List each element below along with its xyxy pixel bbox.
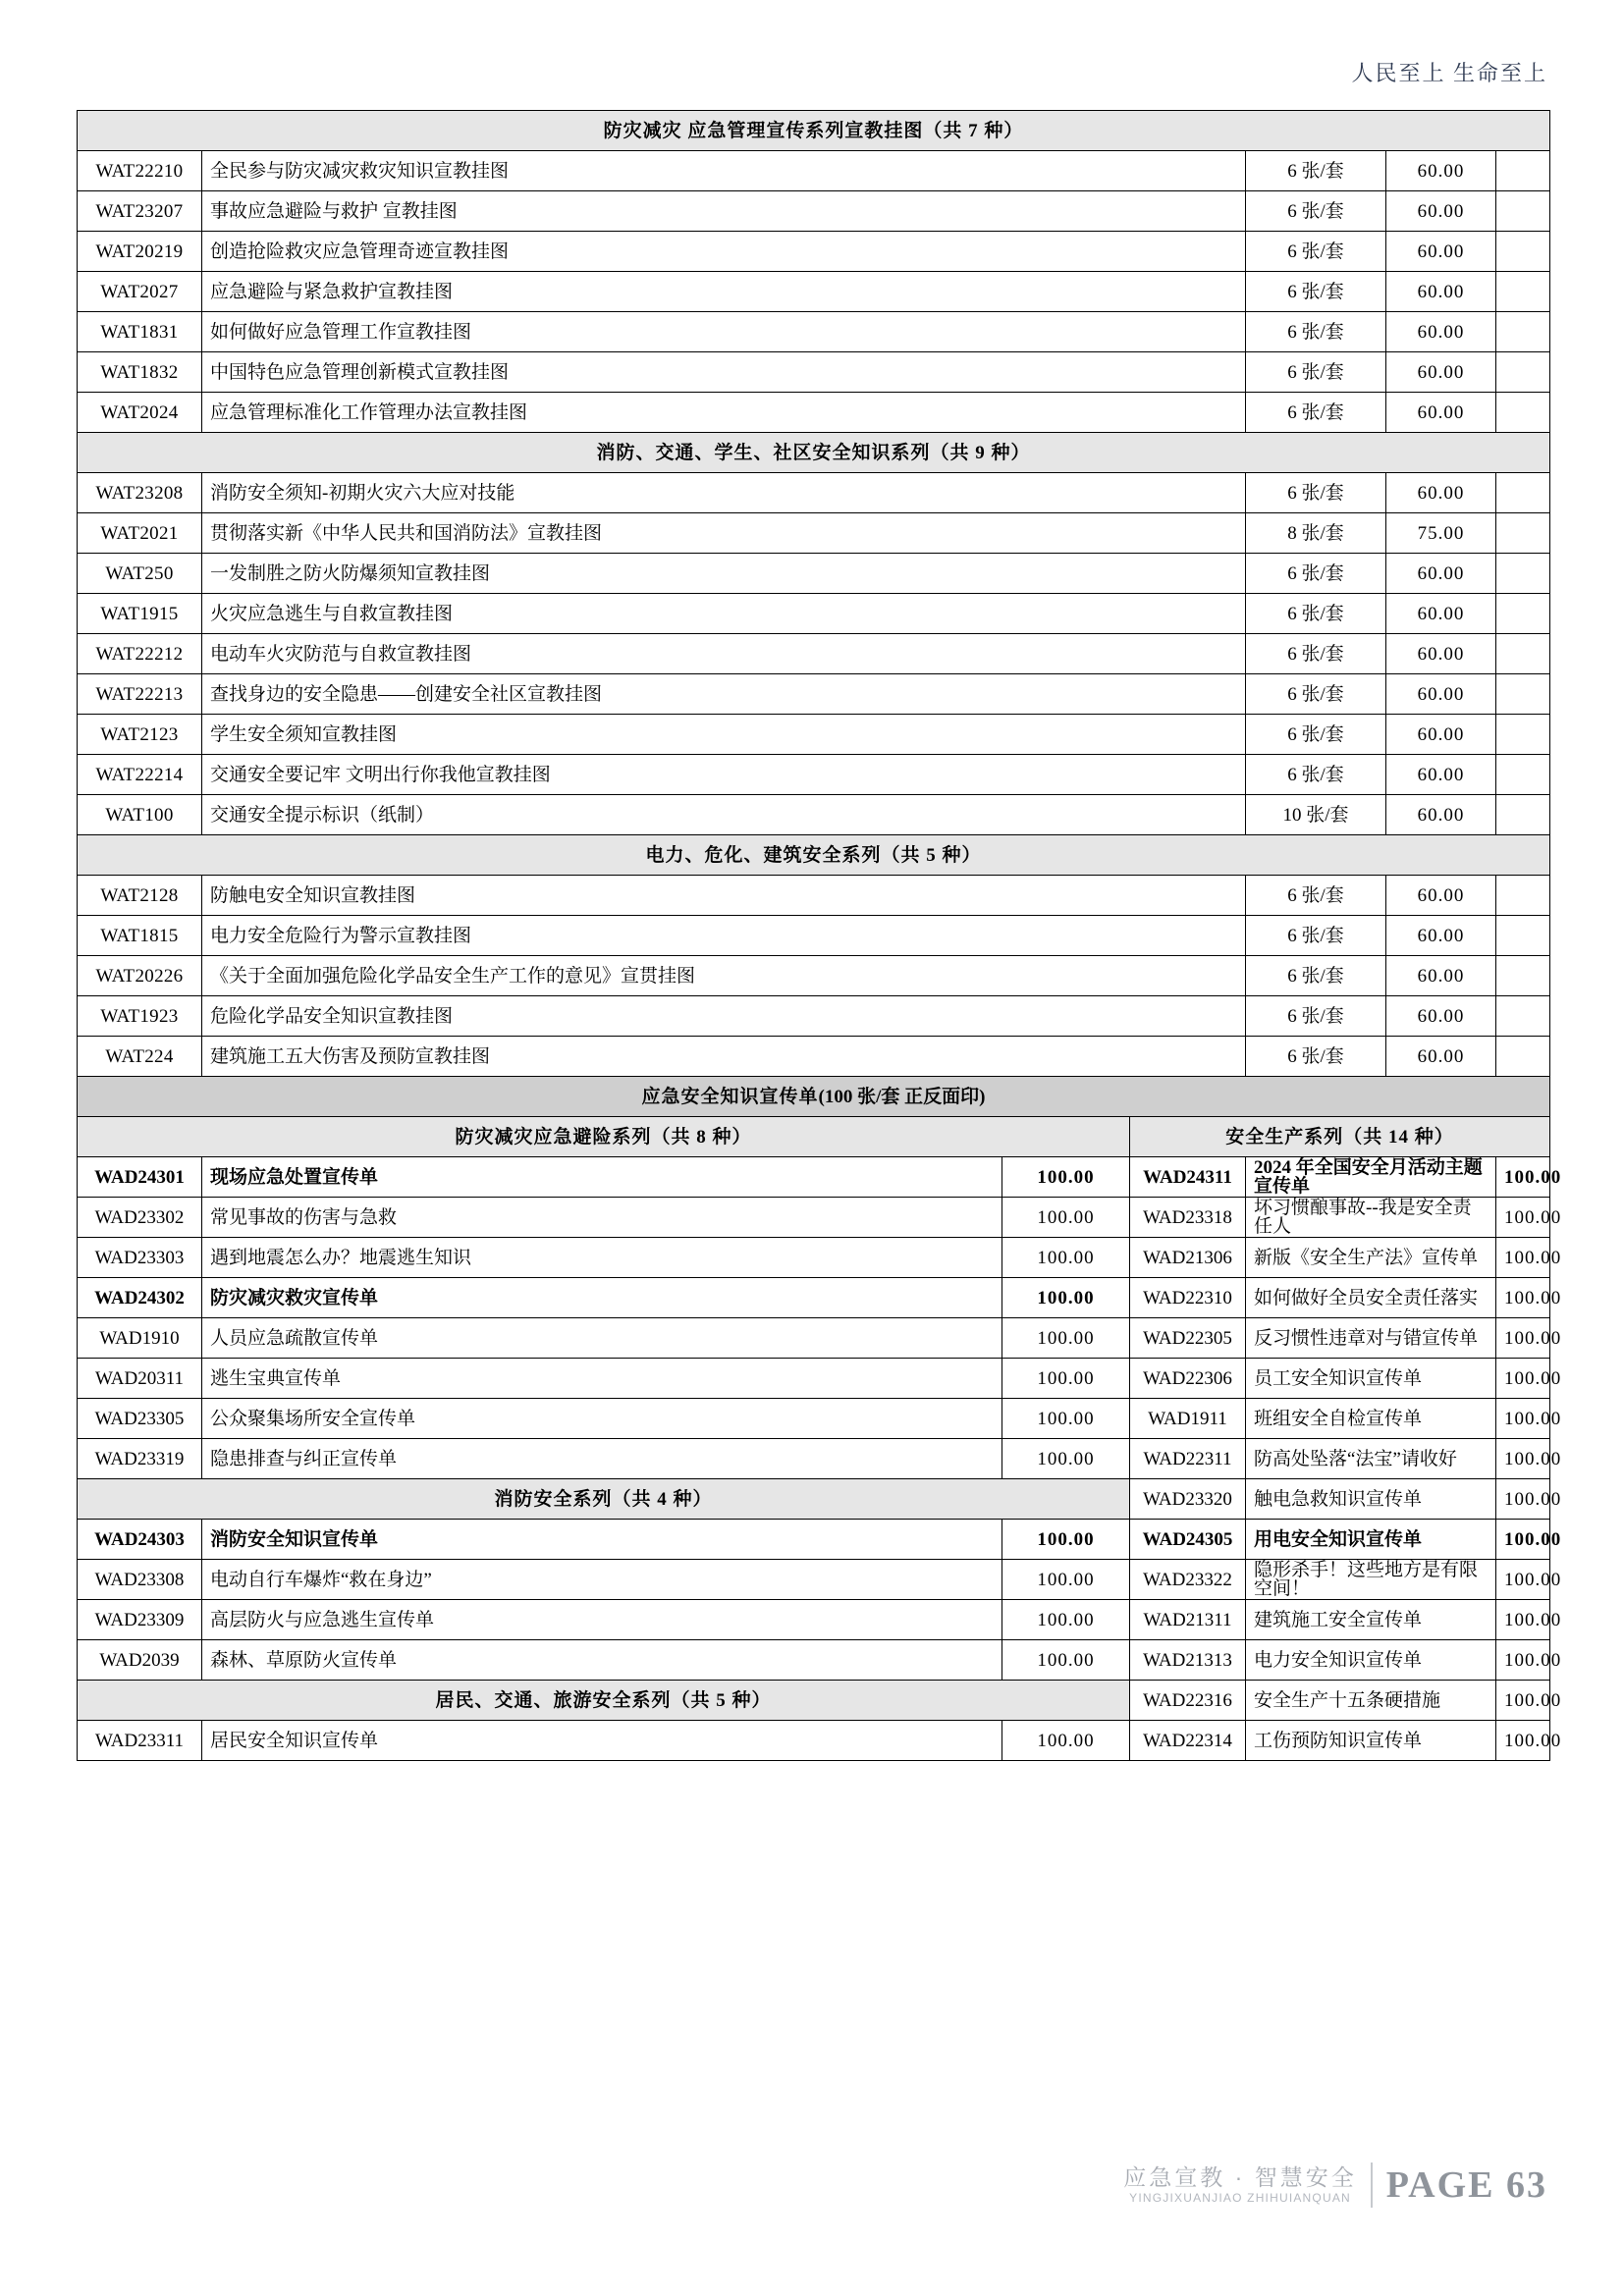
brand-name-cn: 应急宣教 · 智慧安全: [1123, 2164, 1357, 2191]
footer-divider: [1371, 2163, 1373, 2208]
flyer-item-code: WAD20311: [78, 1359, 202, 1399]
flyer-item-code: WAD22314: [1130, 1721, 1246, 1761]
flyer-item-name: 高层防火与应急逃生宣传单: [202, 1600, 1002, 1640]
item-note: [1496, 634, 1550, 674]
flyer-item-code: WAD22310: [1130, 1278, 1246, 1318]
table-row: [78, 755, 1550, 795]
item-spec: 6 张/套: [1246, 715, 1386, 755]
item-name: 贯彻落实新《中华人民共和国消防法》宣教挂图: [202, 513, 1246, 554]
item-code: WAT224: [78, 1037, 202, 1077]
item-spec: 8 张/套: [1246, 513, 1386, 554]
flyer-item-code: WAD23305: [78, 1399, 202, 1439]
item-code: WAT2128: [78, 876, 202, 916]
item-price: 60.00: [1386, 795, 1496, 835]
item-price: 60.00: [1386, 674, 1496, 715]
flyer-item-name: 逃生宝典宣传单: [202, 1359, 1002, 1399]
item-price: 60.00: [1386, 232, 1496, 272]
flyer-item-code: WAD1910: [78, 1318, 202, 1359]
flyer-item-code: WAD22305: [1130, 1318, 1246, 1359]
flyer-item-price: 100.00: [1496, 1681, 1550, 1721]
flyer-item-price: 100.00: [1002, 1399, 1130, 1439]
flyer-item-price: 100.00: [1002, 1198, 1130, 1238]
table-row: [78, 151, 1550, 191]
item-name: 应急管理标准化工作管理办法宣教挂图: [202, 393, 1246, 433]
item-name: 防触电安全知识宣教挂图: [202, 876, 1246, 916]
flyer-item-code: WAD21306: [1130, 1238, 1246, 1278]
flyer-item-code: WAD23303: [78, 1238, 202, 1278]
item-code: WAT100: [78, 795, 202, 835]
flyer-item-price: 100.00: [1002, 1520, 1130, 1560]
catalog-table: [77, 110, 1562, 1761]
item-code: WAT1815: [78, 916, 202, 956]
flyer-banner-title: [78, 1077, 1550, 1117]
flyer-subsection-title: 消防安全系列（共 4 种）: [78, 1479, 1130, 1520]
item-note: [1496, 232, 1550, 272]
flyer-item-price: 100.00: [1496, 1640, 1550, 1681]
item-spec: 6 张/套: [1246, 1037, 1386, 1077]
flyer-table-row: [78, 1439, 1550, 1479]
item-code: WAT2123: [78, 715, 202, 755]
flyer-item-name: 电力安全知识宣传单: [1246, 1640, 1496, 1681]
table-row: [78, 715, 1550, 755]
flyer-subsection-title: 居民、交通、旅游安全系列（共 5 种）: [78, 1681, 1130, 1721]
item-spec: 6 张/套: [1246, 312, 1386, 352]
flyer-banner-sub: (100 张/套 正反面印): [818, 1086, 986, 1107]
table-row: [78, 352, 1550, 393]
catalog-table-wrapper: [77, 110, 1562, 1761]
flyer-item-code: WAD23308: [78, 1560, 202, 1600]
item-code: WAT2027: [78, 272, 202, 312]
flyer-table-row: [78, 1681, 1550, 1721]
item-price: 60.00: [1386, 634, 1496, 674]
flyer-table-row: [78, 1359, 1550, 1399]
flyer-item-name: 如何做好全员安全责任落实: [1246, 1278, 1496, 1318]
flyer-item-price: 100.00: [1496, 1520, 1550, 1560]
item-note: [1496, 594, 1550, 634]
item-code: WAT20219: [78, 232, 202, 272]
flyer-item-name: 森林、草原防火宣传单: [202, 1640, 1002, 1681]
flyer-item-code: WAD23311: [78, 1721, 202, 1761]
item-name: 学生安全须知宣教挂图: [202, 715, 1246, 755]
flyer-item-name: 隐患排查与纠正宣传单: [202, 1439, 1002, 1479]
flyer-item-name: 班组安全自检宣传单: [1246, 1399, 1496, 1439]
flyer-table-row: [78, 1600, 1550, 1640]
table-row: [78, 1037, 1550, 1077]
item-note: [1496, 876, 1550, 916]
table-row: [78, 473, 1550, 513]
item-price: 60.00: [1386, 473, 1496, 513]
item-name: 交通安全要记牢 文明出行你我他宣教挂图: [202, 755, 1246, 795]
item-spec: 6 张/套: [1246, 232, 1386, 272]
flyer-item-price: 100.00: [1002, 1721, 1130, 1761]
item-note: [1496, 996, 1550, 1037]
flyer-item-code: WAD22316: [1130, 1681, 1246, 1721]
item-note: [1496, 473, 1550, 513]
flyer-item-code: WAD24302: [78, 1278, 202, 1318]
item-code: WAT22214: [78, 755, 202, 795]
flyer-item-price: 100.00: [1496, 1439, 1550, 1479]
page-footer: [1123, 2163, 1547, 2208]
flyer-banner-row: [78, 1077, 1550, 1117]
item-spec: 6 张/套: [1246, 352, 1386, 393]
flyer-item-code: WAD21311: [1130, 1600, 1246, 1640]
flyer-item-price: 100.00: [1496, 1479, 1550, 1520]
item-name: 全民参与防灾减灾救灾知识宣教挂图: [202, 151, 1246, 191]
item-note: [1496, 513, 1550, 554]
flyer-table-row: [78, 1479, 1550, 1520]
flyer-item-name: 电动自行车爆炸“救在身边”: [202, 1560, 1002, 1600]
item-spec: 6 张/套: [1246, 191, 1386, 232]
item-name: 火灾应急逃生与自救宣教挂图: [202, 594, 1246, 634]
item-price: 60.00: [1386, 594, 1496, 634]
flyer-item-price: 100.00: [1496, 1721, 1550, 1761]
item-note: [1496, 393, 1550, 433]
flyer-item-code: WAD24303: [78, 1520, 202, 1560]
flyer-table-row: [78, 1157, 1550, 1198]
item-name: 中国特色应急管理创新模式宣教挂图: [202, 352, 1246, 393]
flyer-item-price: 100.00: [1496, 1278, 1550, 1318]
table-row: [78, 232, 1550, 272]
flyer-item-name: 2024 年全国安全月活动主题宣传单: [1246, 1157, 1496, 1198]
item-code: WAT2021: [78, 513, 202, 554]
item-spec: 6 张/套: [1246, 916, 1386, 956]
flyer-item-price: 100.00: [1002, 1439, 1130, 1479]
table-row: [78, 674, 1550, 715]
flyer-item-price: 100.00: [1496, 1318, 1550, 1359]
flyer-item-code: WAD23318: [1130, 1198, 1246, 1238]
item-price: 60.00: [1386, 916, 1496, 956]
page-header-slogan: 人民至上 生命至上: [1351, 61, 1547, 85]
flyer-subsection-title: 防灾减灾应急避险系列（共 8 种）: [78, 1117, 1130, 1157]
flyer-item-name: 用电安全知识宣传单: [1246, 1520, 1496, 1560]
table-row: [78, 393, 1550, 433]
flyer-banner-main: 应急安全知识宣传单: [641, 1086, 819, 1107]
item-code: WAT23207: [78, 191, 202, 232]
flyer-item-name: 触电急救知识宣传单: [1246, 1479, 1496, 1520]
section-title: 电力、危化、建筑安全系列（共 5 种）: [78, 835, 1550, 876]
item-name: 消防安全须知-初期火灾六大应对技能: [202, 473, 1246, 513]
flyer-item-name: 坏习惯酿事故--我是安全责任人: [1246, 1198, 1496, 1238]
item-spec: 6 张/套: [1246, 473, 1386, 513]
flyer-table-row: [78, 1198, 1550, 1238]
flyer-item-price: 100.00: [1002, 1600, 1130, 1640]
item-note: [1496, 191, 1550, 232]
item-spec: 6 张/套: [1246, 996, 1386, 1037]
item-name: 事故应急避险与救护 宣教挂图: [202, 191, 1246, 232]
item-price: 60.00: [1386, 755, 1496, 795]
item-code: WAT1832: [78, 352, 202, 393]
flyer-item-name: 防灾减灾救灾宣传单: [202, 1278, 1002, 1318]
flyer-item-price: 100.00: [1002, 1278, 1130, 1318]
item-code: WAT23208: [78, 473, 202, 513]
item-name: 危险化学品安全知识宣教挂图: [202, 996, 1246, 1037]
section-header-row: [78, 433, 1550, 473]
flyer-item-code: WAD24301: [78, 1157, 202, 1198]
section-title: 防灾减灾 应急管理宣传系列宣教挂图（共 7 种）: [78, 111, 1550, 151]
flyer-table-row: [78, 1560, 1550, 1600]
item-name: 应急避险与紧急救护宣教挂图: [202, 272, 1246, 312]
item-name: 一发制胜之防火防爆须知宣教挂图: [202, 554, 1246, 594]
table-row: [78, 594, 1550, 634]
flyer-item-name: 员工安全知识宣传单: [1246, 1359, 1496, 1399]
flyer-item-price: 100.00: [1002, 1560, 1130, 1600]
item-note: [1496, 956, 1550, 996]
flyer-item-price: 100.00: [1496, 1198, 1550, 1238]
brand-name-en: YINGJIXUANJIAO ZHIHUIANQUAN: [1129, 2191, 1351, 2206]
flyer-table-row: [78, 1520, 1550, 1560]
flyer-item-price: 100.00: [1002, 1318, 1130, 1359]
flyer-item-price: 100.00: [1496, 1238, 1550, 1278]
flyer-table-row: [78, 1399, 1550, 1439]
item-spec: 6 张/套: [1246, 594, 1386, 634]
table-row: [78, 554, 1550, 594]
table-row: [78, 956, 1550, 996]
item-name: 建筑施工五大伤害及预防宣教挂图: [202, 1037, 1246, 1077]
flyer-item-price: 100.00: [1002, 1157, 1130, 1198]
flyer-item-name: 人员应急疏散宣传单: [202, 1318, 1002, 1359]
item-name: 创造抢险救灾应急管理奇迹宣教挂图: [202, 232, 1246, 272]
item-code: WAT22212: [78, 634, 202, 674]
flyer-item-code: WAD23302: [78, 1198, 202, 1238]
item-code: WAT2024: [78, 393, 202, 433]
item-spec: 6 张/套: [1246, 956, 1386, 996]
item-price: 60.00: [1386, 272, 1496, 312]
flyer-item-code: WAD23320: [1130, 1479, 1246, 1520]
item-spec: 6 张/套: [1246, 634, 1386, 674]
flyer-item-code: WAD21313: [1130, 1640, 1246, 1681]
item-price: 60.00: [1386, 715, 1496, 755]
item-note: [1496, 916, 1550, 956]
item-price: 60.00: [1386, 1037, 1496, 1077]
table-row: [78, 876, 1550, 916]
flyer-item-name: 工伤预防知识宣传单: [1246, 1721, 1496, 1761]
table-row: [78, 996, 1550, 1037]
item-note: [1496, 755, 1550, 795]
item-note: [1496, 151, 1550, 191]
flyer-item-name: 消防安全知识宣传单: [202, 1520, 1002, 1560]
item-note: [1496, 795, 1550, 835]
item-name: 如何做好应急管理工作宣教挂图: [202, 312, 1246, 352]
item-code: WAT1915: [78, 594, 202, 634]
flyer-item-name: 居民安全知识宣传单: [202, 1721, 1002, 1761]
flyer-item-name: 反习惯性违章对与错宣传单: [1246, 1318, 1496, 1359]
item-code: WAT22210: [78, 151, 202, 191]
flyer-item-code: WAD2039: [78, 1640, 202, 1681]
section-header-row: [78, 111, 1550, 151]
flyer-item-name: 新版《安全生产法》宣传单: [1246, 1238, 1496, 1278]
flyer-item-code: WAD22306: [1130, 1359, 1246, 1399]
flyer-item-name: 防高处坠落“法宝”请收好: [1246, 1439, 1496, 1479]
flyer-item-code: WAD23322: [1130, 1560, 1246, 1600]
poster-sections-body: [78, 111, 1550, 1077]
flyer-item-price: 100.00: [1496, 1600, 1550, 1640]
item-note: [1496, 1037, 1550, 1077]
item-price: 60.00: [1386, 956, 1496, 996]
flyer-item-code: WAD23309: [78, 1600, 202, 1640]
item-note: [1496, 312, 1550, 352]
item-name: 查找身边的安全隐患——创建安全社区宣教挂图: [202, 674, 1246, 715]
flyer-item-price: 100.00: [1496, 1399, 1550, 1439]
item-code: WAT20226: [78, 956, 202, 996]
item-name: 《关于全面加强危险化学品安全生产工作的意见》宣贯挂图: [202, 956, 1246, 996]
item-spec: 6 张/套: [1246, 755, 1386, 795]
item-price: 60.00: [1386, 191, 1496, 232]
flyer-item-price: 100.00: [1496, 1560, 1550, 1600]
item-code: WAT22213: [78, 674, 202, 715]
flyer-table-row: [78, 1640, 1550, 1681]
flyer-item-code: WAD1911: [1130, 1399, 1246, 1439]
item-spec: 6 张/套: [1246, 272, 1386, 312]
table-row: [78, 634, 1550, 674]
item-price: 60.00: [1386, 554, 1496, 594]
item-price: 60.00: [1386, 996, 1496, 1037]
flyer-item-name: 遇到地震怎么办？地震逃生知识: [202, 1238, 1002, 1278]
flyer-table-row: [78, 1238, 1550, 1278]
flyer-item-price: 100.00: [1496, 1157, 1550, 1198]
item-price: 75.00: [1386, 513, 1496, 554]
flyer-item-price: 100.00: [1002, 1238, 1130, 1278]
flyer-table-row: [78, 1278, 1550, 1318]
item-code: WAT1831: [78, 312, 202, 352]
flyer-sections-body: [78, 1077, 1562, 1761]
item-name: 电动车火灾防范与自救宣教挂图: [202, 634, 1246, 674]
flyer-table-row: [78, 1318, 1550, 1359]
table-row: [78, 272, 1550, 312]
flyer-item-price: 100.00: [1002, 1640, 1130, 1681]
item-price: 60.00: [1386, 876, 1496, 916]
table-row: [78, 513, 1550, 554]
brand-block: [1123, 2165, 1356, 2205]
flyer-item-code: WAD23319: [78, 1439, 202, 1479]
flyer-table-row: [78, 1117, 1550, 1157]
flyer-item-name: 建筑施工安全宣传单: [1246, 1600, 1496, 1640]
flyer-item-price: 100.00: [1002, 1359, 1130, 1399]
flyer-item-name: 隐形杀手！这些地方是有限空间！: [1246, 1560, 1496, 1600]
item-note: [1496, 715, 1550, 755]
flyer-item-name: 公众聚集场所安全宣传单: [202, 1399, 1002, 1439]
flyer-table-row: [78, 1721, 1550, 1761]
table-row: [78, 916, 1550, 956]
section-header-row: [78, 835, 1550, 876]
item-name: 电力安全危险行为警示宣教挂图: [202, 916, 1246, 956]
table-row: [78, 312, 1550, 352]
item-note: [1496, 352, 1550, 393]
flyer-subsection-title: 安全生产系列（共 14 种）: [1130, 1117, 1550, 1157]
item-spec: 6 张/套: [1246, 393, 1386, 433]
item-spec: 6 张/套: [1246, 674, 1386, 715]
item-code: WAT1923: [78, 996, 202, 1037]
item-note: [1496, 554, 1550, 594]
table-row: [78, 191, 1550, 232]
item-price: 60.00: [1386, 151, 1496, 191]
flyer-item-code: WAD22311: [1130, 1439, 1246, 1479]
item-spec: 6 张/套: [1246, 876, 1386, 916]
item-note: [1496, 272, 1550, 312]
flyer-item-code: WAD24305: [1130, 1520, 1246, 1560]
item-spec: 6 张/套: [1246, 554, 1386, 594]
flyer-item-name: 常见事故的伤害与急救: [202, 1198, 1002, 1238]
item-price: 60.00: [1386, 352, 1496, 393]
item-spec: 6 张/套: [1246, 151, 1386, 191]
item-name: 交通安全提示标识（纸制）: [202, 795, 1246, 835]
item-price: 60.00: [1386, 393, 1496, 433]
item-note: [1496, 674, 1550, 715]
flyer-item-name: 安全生产十五条硬措施: [1246, 1681, 1496, 1721]
flyer-item-code: WAD24311: [1130, 1157, 1246, 1198]
item-code: WAT250: [78, 554, 202, 594]
page-number: PAGE 63: [1385, 2164, 1547, 2206]
flyer-item-price: 100.00: [1496, 1359, 1550, 1399]
section-title: 消防、交通、学生、社区安全知识系列（共 9 种）: [78, 433, 1550, 473]
table-row: [78, 795, 1550, 835]
item-price: 60.00: [1386, 312, 1496, 352]
item-spec: 10 张/套: [1246, 795, 1386, 835]
flyer-item-name: 现场应急处置宣传单: [202, 1157, 1002, 1198]
